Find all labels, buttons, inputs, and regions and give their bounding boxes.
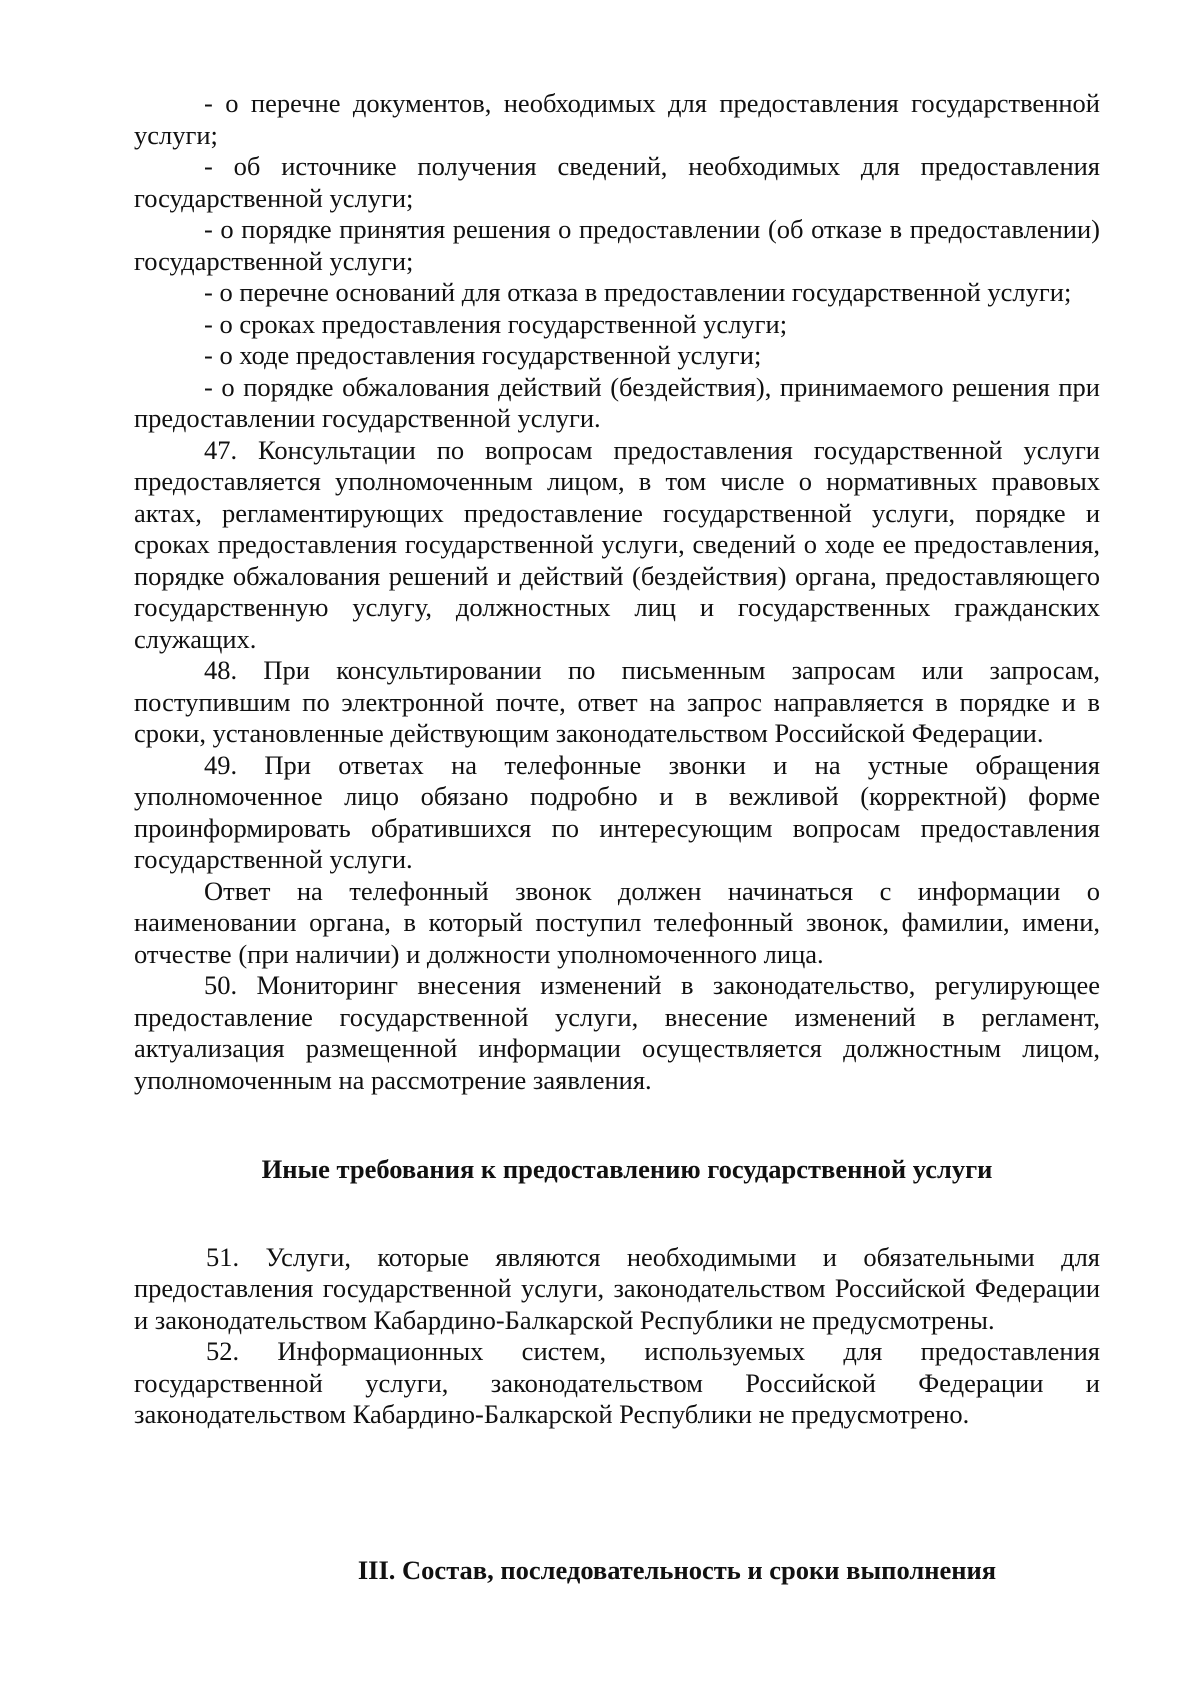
section-heading-iii: III. Состав, последовательность и сроки выполнения bbox=[357, 1554, 997, 1585]
paragraph-list-item-decision: - о порядке принятия решения о предоставлении (об отказе в предоставлении) государственной услуги; bbox=[134, 214, 1100, 276]
paragraph-49: 49. При ответах на телефонные звонки и на устные обращения уполномоченное лицо обязано подробно и в вежливой (корректной) форме проинформировать обратившихся по интересующим вопросам предоставления государственной услуги. bbox=[134, 749, 1100, 874]
paragraph-list-item-documents: - о перечне документов, необходимых для предоставления государственной услуги; bbox=[134, 88, 1100, 150]
paragraph-47: 47. Консультации по вопросам предоставления государственной услуги предоставляется уполномоченным лицом, в том числе о нормативных правовых актах, регламентирующих предоставление государственной услуги, порядке и сроках предоставления государственной услуги, сведений о ходе ее предоставления, порядке обжалования решений и действий (бездействия) органа, предоставляющего государственную услугу, должностных лиц и государственных гражданских служащих. bbox=[134, 434, 1100, 654]
paragraph-51: 51. Услуги, которые являются необходимыми и обязательными для предоставления государственной услуги, законодательством Российской Федерации и законодательством Кабардино-Балкарской Республики не предусмотрены. bbox=[134, 1241, 1100, 1335]
paragraph-list-item-refusal: - о перечне оснований для отказа в предоставлении государственной услуги; bbox=[204, 277, 1072, 307]
paragraph-52: 52. Информационных систем, используемых для предоставления государственной услуги, законодательством Российской Федерации и законодательством Кабардино-Балкарской Республики не предусмотрено. bbox=[134, 1336, 1100, 1429]
paragraph-phone-answer: Ответ на телефонный звонок должен начинаться с информации о наименовании органа, в который поступил телефонный звонок, фамилии, имени, отчестве (при наличии) и должности уполномоченного лица. bbox=[134, 875, 1100, 969]
paragraph-48: 48. При консультировании по письменным запросам или запросам, поступившим по электронной почте, ответ на запрос направляется в порядке и в сроки, установленные действующим законодательством Российской Федерации. bbox=[134, 655, 1100, 748]
paragraph-list-item-progress: - о ходе предоставления государственной услуги; bbox=[204, 340, 762, 370]
paragraph-list-item-terms: - о сроках предоставления государственной услуги; bbox=[204, 308, 788, 339]
paragraph-list-item-appeal: - о порядке обжалования действий (бездействия), принимаемого решения при предоставлении государственной услуги. bbox=[134, 371, 1100, 433]
section-heading-other-requirements: Иные требования к предоставлению государственной услуги bbox=[261, 1154, 993, 1184]
paragraph-list-item-source: - об источнике получения сведений, необходимых для предоставления государственной услуги; bbox=[134, 151, 1100, 213]
paragraph-50: 50. Мониторинг внесения изменений в законодательство, регулирующее предоставление государственной услуги, внесение изменений в регламент, актуализация размещенной информации осуществляется должностным лицом, уполномоченным на рассмотрение заявления. bbox=[134, 970, 1100, 1095]
